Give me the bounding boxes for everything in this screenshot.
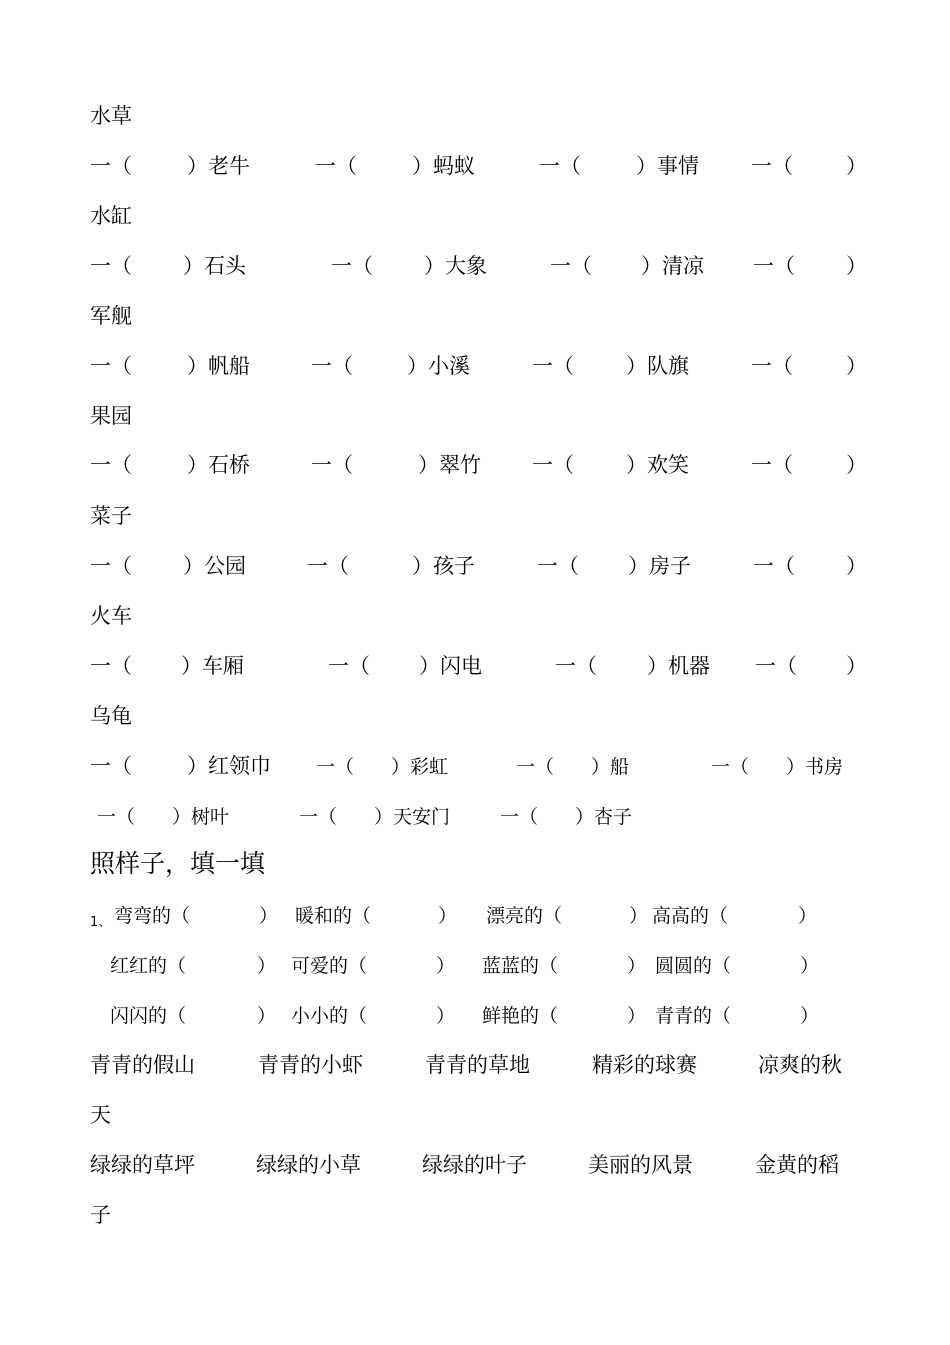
blank-open: 一（ [90,154,132,178]
blank-close: ） [800,1005,820,1027]
blank-open: 一（ [532,354,574,378]
adj-prompt: 鲜艳的（ [482,1005,559,1027]
example-phrase: 美丽的风景 [588,1153,693,1177]
noun-sailboat: ）帆船 [187,354,250,378]
example-phrase-wrap: 子 [90,1203,111,1227]
blank-close: ） [846,453,867,477]
blank-open: 一（ [331,254,373,278]
blank-open: 一（ [532,453,574,477]
noun-bamboo: ）翠竹 [418,453,481,477]
noun-leaf: ）树叶 [172,806,230,828]
example-phrase: 青青的小虾 [258,1053,363,1077]
adj-prompt: 青青的（ [655,1005,732,1027]
blank-open: 一（ [751,354,793,378]
noun-ant: ）蚂蚁 [412,154,475,178]
adj-prompt: 弯弯的（ [114,905,191,927]
example-phrase: 金黄的稻 [755,1153,839,1177]
blank-open: 一（ [753,554,795,578]
heading-warship: 军舰 [90,304,132,328]
noun-rainbow: ）彩虹 [391,756,449,778]
blank-open: 一（ [500,806,539,828]
blank-open: 一（ [90,254,132,278]
section-title: 照样子，填一填 [90,849,266,878]
item-number: 1、 [90,915,112,930]
blank-close: ） [436,1005,456,1027]
noun-coolness: ）清凉 [641,254,704,278]
example-phrase: 绿绿的小草 [256,1153,361,1177]
noun-matter: ）事情 [636,154,699,178]
example-phrase: 凉爽的秋 [758,1053,842,1077]
example-phrase: 绿绿的叶子 [422,1153,527,1177]
blank-open: 一（ [90,754,132,778]
noun-team-flag: ）队旗 [626,354,689,378]
blank-open: 一（ [751,453,793,477]
blank-open: 一（ [97,806,136,828]
noun-park: ）公园 [183,554,246,578]
noun-boat: ）船 [591,756,630,778]
blank-close: ） [438,905,458,927]
blank-open: 一（ [755,654,797,678]
blank-open: 一（ [90,453,132,477]
noun-elephant: ）大象 [424,254,487,278]
example-phrase: 精彩的球赛 [592,1053,697,1077]
blank-open: 一（ [311,354,353,378]
blank-open: 一（ [307,554,349,578]
example-phrase: 青青的草地 [425,1053,530,1077]
noun-red-scarf: ）红领巾 [187,754,271,778]
adj-prompt: 小小的（ [291,1005,368,1027]
blank-close: ） [436,955,456,977]
adj-prompt: 闪闪的（ [110,1005,187,1027]
blank-close: ） [846,554,867,578]
blank-close: ） [257,1005,277,1027]
noun-stone: ）石头 [183,254,246,278]
noun-stone-bridge: ）石桥 [187,453,250,477]
heading-orchard: 果园 [90,404,132,428]
blank-open: 一（ [550,254,592,278]
noun-lightning: ）闪电 [419,654,482,678]
blank-open: 一（ [753,254,795,278]
blank-close: ） [259,905,279,927]
blank-open: 一（ [90,654,132,678]
adj-prompt: 暖和的（ [295,905,372,927]
blank-close: ） [846,254,867,278]
blank-open: 一（ [516,756,555,778]
adj-prompt: 高高的（ [652,905,729,927]
example-phrase-wrap: 天 [90,1103,111,1127]
heading-waterweed: 水草 [90,104,132,128]
blank-close: ） [846,154,867,178]
noun-study-room: ）书房 [786,756,844,778]
adj-prompt: 可爱的（ [291,955,368,977]
heading-water-tank: 水缸 [90,204,132,228]
blank-close: ） [257,955,277,977]
blank-open: 一（ [299,806,338,828]
heading-vegetable-seeds: 菜子 [90,504,132,528]
adj-prompt: 蓝蓝的（ [482,955,559,977]
blank-open: 一（ [90,554,132,578]
blank-open: 一（ [555,654,597,678]
adj-prompt: 红红的（ [110,955,187,977]
noun-house: ）房子 [628,554,691,578]
blank-open: 一（ [711,756,750,778]
noun-old-ox: ）老牛 [187,154,250,178]
blank-open: 一（ [328,654,370,678]
blank-open: 一（ [315,154,357,178]
blank-open: 一（ [539,154,581,178]
heading-train: 火车 [90,604,132,628]
noun-machine: ）机器 [647,654,710,678]
adj-prompt: 圆圆的（ [655,955,732,977]
noun-tiananmen: ）天安门 [374,806,451,828]
blank-open: 一（ [316,756,355,778]
blank-close: ） [846,354,867,378]
noun-stream: ）小溪 [407,354,470,378]
blank-close: ） [627,1005,647,1027]
noun-laughter: ）欢笑 [626,453,689,477]
example-phrase: 绿绿的草坪 [90,1153,195,1177]
blank-open: 一（ [751,154,793,178]
heading-tortoise: 乌龟 [90,704,132,728]
example-phrase: 青青的假山 [90,1053,195,1077]
blank-open: 一（ [537,554,579,578]
adj-prompt: 漂亮的（ [486,905,563,927]
blank-close: ） [798,905,818,927]
blank-close: ） [629,905,649,927]
blank-close: ） [627,955,647,977]
noun-apricot: ）杏子 [575,806,633,828]
blank-close: ） [846,654,867,678]
noun-child: ）孩子 [412,554,475,578]
blank-close: ） [800,955,820,977]
noun-carriage: ）车厢 [181,654,244,678]
blank-open: 一（ [311,453,353,477]
blank-open: 一（ [90,354,132,378]
